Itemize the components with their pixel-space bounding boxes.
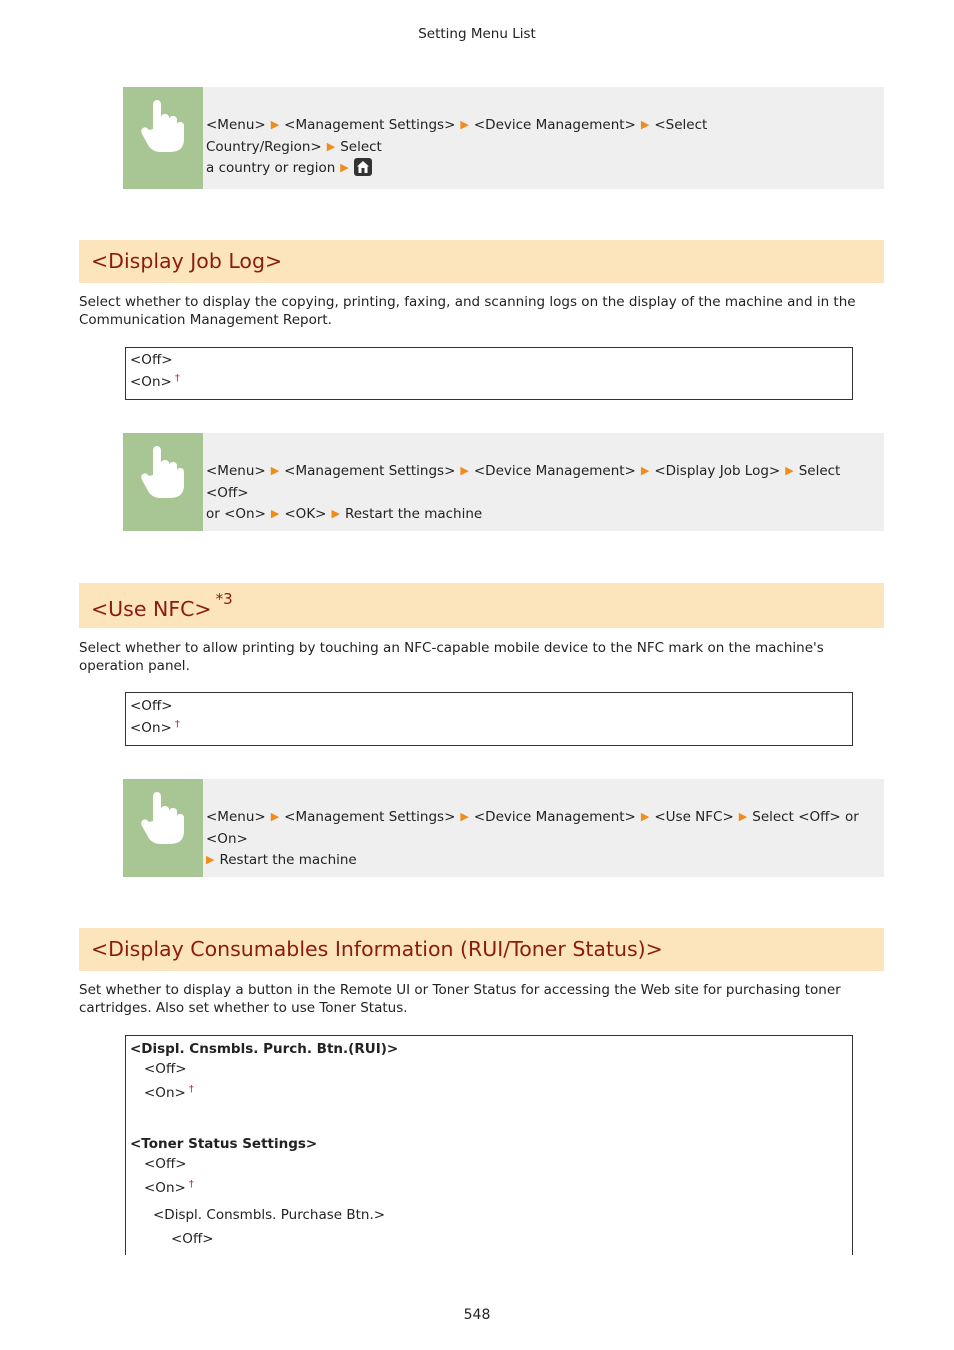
- option-off: <Off>: [144, 1156, 187, 1172]
- step: Select <Off> or <On>: [206, 809, 859, 847]
- option-on-default: [130, 720, 180, 736]
- option-off: <Off>: [130, 698, 173, 714]
- section-description: Select whether to display the copying, printing, faxing, and scanning logs on the display of the machine and in the Communication Management Report.: [79, 294, 856, 328]
- options-box-display-consumables: [125, 1035, 853, 1276]
- page-number: 548: [463, 1307, 491, 1323]
- option-off: <Off>: [144, 1061, 187, 1077]
- option-on: <On>: [130, 374, 172, 390]
- step: <Menu>: [206, 809, 266, 825]
- step: <Device Management>: [473, 117, 636, 133]
- default-dagger-icon: †: [188, 1179, 194, 1190]
- sub-option-title: <Displ. Consmbls. Purchase Btn.>: [153, 1207, 386, 1223]
- section-description: Set whether to display a button in the Remote UI or Toner Status for accessing the Web site for purchasing toner cartridges. Also set whether to use Toner Status.: [79, 982, 841, 1016]
- arrow-icon: ▶: [460, 810, 469, 823]
- arrow-icon: ▶: [460, 464, 469, 477]
- section-title: [91, 590, 233, 621]
- operation-steps-text: [206, 115, 880, 180]
- section-title-text: <Use NFC>: [91, 596, 212, 621]
- arrow-icon: ▶: [640, 118, 650, 131]
- section-title: <Display Consumables Information (RUI/Toner Status)>: [91, 937, 663, 961]
- option-on-default: [144, 1180, 194, 1196]
- option-on-default: [144, 1085, 194, 1101]
- pointing-hand-icon: [139, 445, 185, 501]
- step: <Select Country/Region>: [206, 117, 708, 155]
- operation-steps-display-job-log: [123, 433, 884, 531]
- option-on: <On>: [130, 720, 172, 736]
- operation-steps-use-nfc: [123, 779, 884, 877]
- option-off: <Off>: [171, 1231, 214, 1247]
- section-header-display-job-log: [79, 240, 884, 283]
- arrow-icon: ▶: [206, 853, 215, 866]
- step: Restart the machine: [219, 852, 357, 868]
- arrow-icon: ▶: [460, 118, 469, 131]
- step: <Device Management>: [473, 463, 636, 479]
- step: <Management Settings>: [284, 463, 456, 479]
- arrow-icon: ▶: [270, 118, 280, 131]
- step: <Menu>: [206, 117, 266, 133]
- arrow-icon: ▶: [340, 161, 349, 174]
- footnote-marker: *3: [215, 590, 233, 608]
- step: Select: [340, 138, 382, 155]
- default-dagger-icon: †: [174, 373, 180, 384]
- step: <Device Management>: [473, 809, 636, 825]
- step: <Menu>: [206, 463, 266, 479]
- options-box-use-nfc: [125, 692, 853, 746]
- operation-steps-country: [123, 87, 884, 189]
- section-description: Select whether to allow printing by touching an NFC-capable mobile device to the NFC mark on the machine's operation panel.: [79, 640, 824, 674]
- pointing-hand-icon: [139, 99, 185, 155]
- group-title-toner-status: <Toner Status Settings>: [130, 1136, 318, 1152]
- options-box-display-job-log: [125, 347, 853, 400]
- arrow-icon: ▶: [270, 810, 280, 823]
- pointing-hand-icon: [139, 791, 185, 847]
- arrow-icon: ▶: [640, 464, 650, 477]
- option-on: <On>: [144, 1085, 186, 1101]
- step: a country or region: [206, 160, 336, 176]
- group-title-rui: <Displ. Cnsmbls. Purch. Btn.(RUI)>: [130, 1041, 399, 1057]
- default-dagger-icon: †: [188, 1084, 194, 1095]
- section-header-display-consumables: [79, 928, 884, 971]
- arrow-icon: ▶: [785, 464, 794, 477]
- option-on: <On>: [144, 1180, 186, 1196]
- option-group-title: [130, 1041, 398, 1057]
- step: <Management Settings>: [284, 117, 456, 133]
- hand-icon-cell: [123, 779, 203, 877]
- arrow-icon: ▶: [331, 507, 340, 520]
- operation-steps-text: [206, 807, 880, 872]
- arrow-icon: ▶: [640, 810, 650, 823]
- arrow-icon: ▶: [326, 139, 336, 153]
- home-button-icon: [354, 158, 372, 176]
- page-body-cutoff: [0, 1255, 954, 1295]
- step: <Display Job Log>: [654, 463, 781, 479]
- arrow-icon: ▶: [270, 507, 280, 520]
- section-title: <Display Job Log>: [91, 249, 283, 273]
- default-dagger-icon: †: [174, 719, 180, 730]
- arrow-icon: ▶: [738, 810, 748, 823]
- step: Restart the machine: [344, 506, 483, 522]
- hand-icon-cell: [123, 433, 203, 531]
- section-header-use-nfc: [79, 583, 884, 628]
- option-off: <Off>: [130, 352, 173, 368]
- step: <Management Settings>: [284, 809, 456, 825]
- step: Select <Off>: [206, 463, 841, 501]
- step: or <On>: [206, 506, 266, 522]
- arrow-icon: ▶: [270, 464, 280, 477]
- operation-steps-text: [206, 461, 880, 526]
- step: <OK>: [284, 506, 327, 522]
- hand-icon-cell: [123, 87, 203, 189]
- page-header-title: Setting Menu List: [418, 26, 536, 42]
- option-on-default: [130, 374, 180, 390]
- option-group-title: [130, 1136, 317, 1152]
- step: <Use NFC>: [654, 809, 734, 825]
